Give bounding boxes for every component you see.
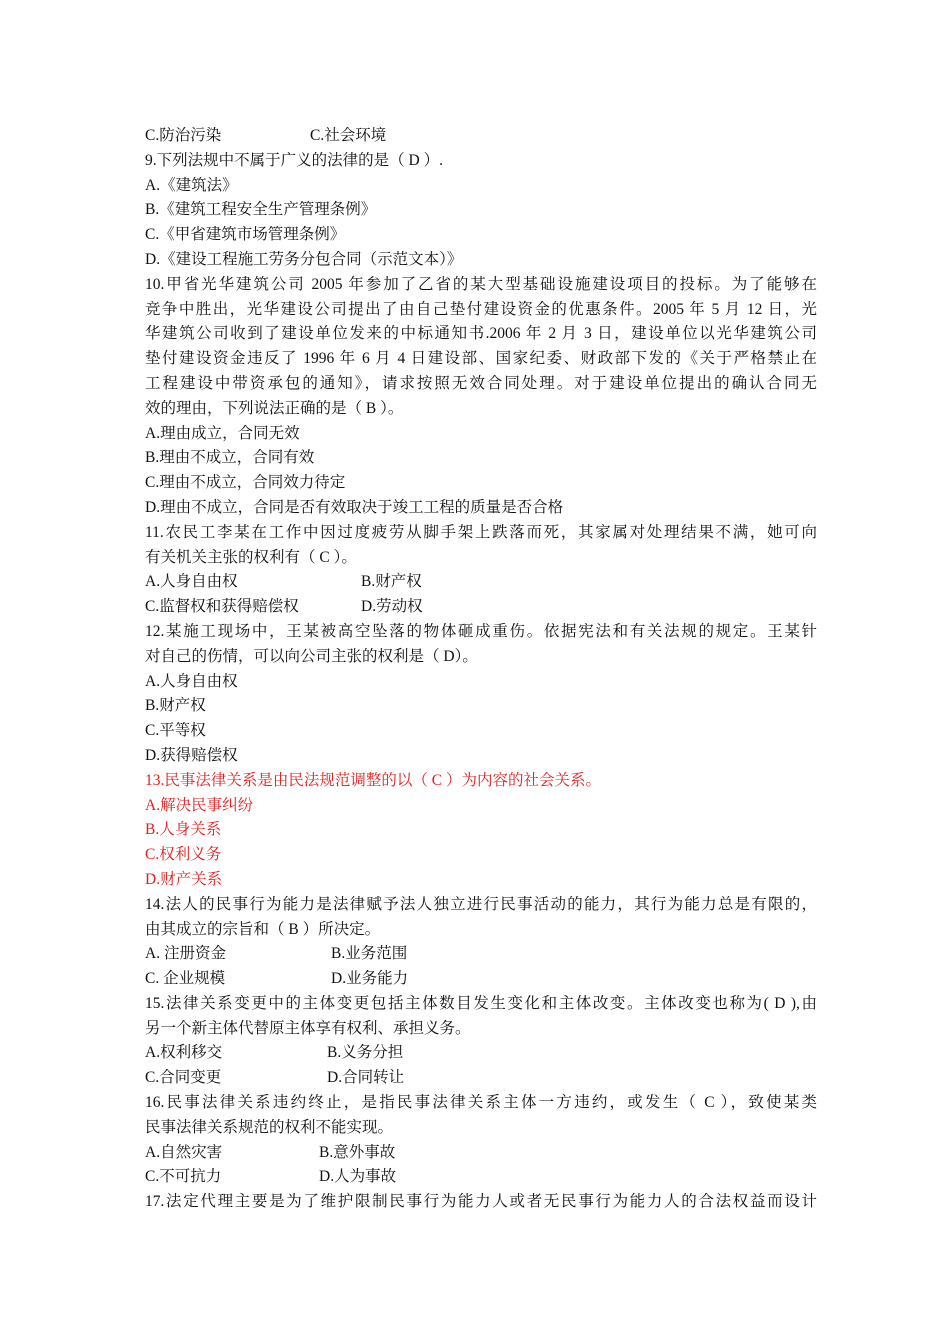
question-16-options-cd <box>145 1165 817 1190</box>
option-d: D.劳动权 <box>361 598 423 616</box>
question-10-option-d: D.理由不成立，合同是否有效取决于竣工工程的质量是否合格 <box>145 498 564 516</box>
question-17-line: 17.法定代理主要是为了维护限制民事行为能力人或者无民事行为能力人的合法权益而设计 <box>145 1193 817 1211</box>
question-11-line: 有关机关主张的权利有（ C ）。 <box>145 548 357 566</box>
document-body <box>145 124 817 1215</box>
question-10-option-a: A.理由成立，合同无效 <box>145 424 300 442</box>
option-d: D.合同转让 <box>327 1069 405 1087</box>
question-12-line: 对自己的伤情，可以向公司主张的权利是（ D）。 <box>145 647 478 665</box>
option-c: C.不可抗力 <box>145 1168 222 1186</box>
question-13-option-c: C.权利义务 <box>145 846 222 864</box>
option-b: B.财产权 <box>361 573 422 591</box>
option-c-left: C.防治污染 <box>145 127 222 144</box>
text-line <box>145 124 817 149</box>
question-15-options-ab <box>145 1041 817 1066</box>
question-15-options-cd <box>145 1066 817 1091</box>
question-15-line: 15.法律关系变更中的主体变更包括主体数目发生变化和主体改变。主体改变也称为( D ),由 <box>145 994 817 1012</box>
option-b: B.意外事故 <box>319 1143 396 1161</box>
question-14-line: 由其成立的宗旨和（ B ）所决定。 <box>145 920 381 938</box>
question-13-option-a: A.解决民事纠纷 <box>145 796 254 814</box>
option-c: C. 企业规模 <box>145 970 226 988</box>
question-16-line: 16.民事法律关系违约终止，是指民事法律关系主体一方违约，或发生（ C ），致使某类 <box>145 1094 817 1112</box>
option-d: D.人为事故 <box>319 1168 397 1186</box>
option-a: A. 注册资金 <box>145 945 226 963</box>
question-16-options-ab <box>145 1141 817 1166</box>
option-a: A.权利移交 <box>145 1044 223 1062</box>
question-14-line: 14.法人的民事行为能力是法律赋予法人独立进行民事活动的能力，其行为能力总是有限的， <box>145 895 817 913</box>
question-10-line: 垫付建设资金违反了 1996 年 6 月 4 日建设部、国家纪委、财政部下发的《关于严格禁止在 <box>145 350 817 368</box>
option-a: A.自然灾害 <box>145 1143 223 1161</box>
question-9: 9.下列法规中不属于广义的法律的是（ D ）. <box>145 151 443 169</box>
question-11-line: 11.农民工李某在工作中因过度疲劳从脚手架上跌落而死，其家属对处理结果不满，她可向 <box>145 523 817 541</box>
question-9-option-d: D.《建设工程施工劳务分包合同（示范文本）》 <box>145 250 463 268</box>
question-12-option-c: C.平等权 <box>145 722 206 740</box>
question-13-option-b: B.人身关系 <box>145 821 222 839</box>
option-c-right: C.社会环境 <box>310 127 387 144</box>
option-c: C.监督权和获得赔偿权 <box>145 598 299 616</box>
question-13-option-d: D.财产关系 <box>145 870 223 888</box>
question-10-line: 工程建设中带资承包的通知》，请求按照无效合同处理。对于建设单位提出的确认合同无 <box>145 374 817 392</box>
question-9-option-c: C.《甲省建筑市场管理条例》 <box>145 226 346 244</box>
question-16-line: 民事法律关系规范的权利不能实现。 <box>145 1118 394 1136</box>
question-12-option-b: B.财产权 <box>145 697 206 715</box>
question-10-option-b: B.理由不成立，合同有效 <box>145 449 315 467</box>
option-a: A.人身自由权 <box>145 573 238 591</box>
option-b: B.业务范围 <box>331 945 408 963</box>
question-12-option-d: D.获得赔偿权 <box>145 746 238 764</box>
question-15-line: 另一个新主体代替原主体享有权利、承担义务。 <box>145 1019 471 1037</box>
question-11-options-ab <box>145 570 817 595</box>
question-13: 13.民事法律关系是由民法规范调整的以（ C ）为内容的社会关系。 <box>145 771 601 789</box>
question-11-options-cd <box>145 595 817 620</box>
question-14-options-ab <box>145 942 817 967</box>
option-d: D.业务能力 <box>331 970 409 988</box>
question-10-line: 竞争中胜出，光华建设公司提出了由自己垫付建设资金的优惠条件。2005 年 5 月 12 日，光 <box>145 300 817 318</box>
question-9-option-a: A.《建筑法》 <box>145 176 238 194</box>
question-10-line: 10.甲省光华建筑公司 2005 年参加了乙省的某大型基础设施建设项目的投标。为了能够在 <box>145 275 817 293</box>
question-14-options-cd <box>145 967 817 992</box>
question-9-option-b: B.《建筑工程安全生产管理条例》 <box>145 201 377 219</box>
option-b: B.义务分担 <box>327 1044 404 1062</box>
question-10-option-c: C.理由不成立，合同效力待定 <box>145 474 346 492</box>
question-10-line: 效的理由，下列说法正确的是（ B ）。 <box>145 399 404 417</box>
question-12-line: 12.某施工现场中，王某被高空坠落的物体砸成重伤。依据宪法和有关法规的规定。王某针 <box>145 622 817 640</box>
question-10-line: 华建筑公司收到了建设单位发来的中标通知书.2006 年 2 月 3 日，建设单位以光华建筑公司 <box>145 325 817 343</box>
question-12-option-a: A.人身自由权 <box>145 672 238 690</box>
option-c: C.合同变更 <box>145 1069 222 1087</box>
